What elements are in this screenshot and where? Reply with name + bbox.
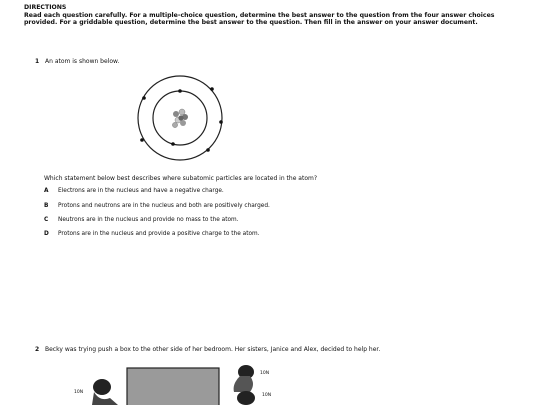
option-text: Protons are in the nucleus and provide a positive charge to the atom. — [58, 231, 260, 237]
directions-title: DIRECTIONS — [24, 4, 67, 11]
electron — [171, 142, 175, 146]
girl-right-figure — [234, 365, 255, 405]
question-1-prompt: An atom is shown below. — [45, 58, 120, 65]
nucleus — [172, 109, 188, 128]
option-letter: C — [44, 217, 49, 223]
question-2-prompt: Becky was trying push a box to the other side of her bedroom. Her sisters, Janice and Alex, decided to help her. — [45, 346, 381, 353]
answer-option-d[interactable] — [44, 231, 260, 237]
question-1-number: 1 — [35, 58, 40, 65]
option-text: Protons and neutrons are in the nucleus and both are positively charged. — [58, 203, 270, 209]
question-2-number: 2 — [35, 346, 40, 353]
option-letter: D — [44, 231, 49, 237]
girl-left-figure — [92, 379, 118, 405]
answer-option-a[interactable] — [44, 188, 224, 194]
option-text: Neutrons are in the nucleus and provide no mass to the atom. — [58, 217, 239, 223]
electron — [142, 96, 146, 100]
question-1-text: Which statement below best describes where subatomic particles are located in the atom? — [44, 175, 318, 182]
option-letter: A — [44, 188, 49, 194]
atom-diagram — [132, 72, 228, 164]
option-letter: B — [44, 203, 49, 209]
force-label-left: 10N — [74, 390, 84, 395]
force-label-right-bottom: 10N — [262, 393, 272, 398]
electron — [140, 138, 144, 142]
directions — [24, 4, 524, 26]
electron — [206, 148, 210, 152]
electron — [178, 89, 182, 93]
electron — [219, 120, 223, 124]
option-text: Electrons are in the nucleus and have a negative charge. — [58, 188, 224, 194]
force-label-right-top: 10N — [260, 371, 270, 376]
answer-option-c[interactable] — [44, 217, 239, 223]
forces-diagram — [70, 362, 290, 405]
answer-option-b[interactable] — [44, 203, 270, 209]
electron — [210, 87, 214, 91]
box — [127, 368, 219, 405]
directions-text: Read each question carefully. For a multiple-choice question, determine the best answer to the question from the four answer choices provided. For a griddable question, determine the best answer to the question. Then fill in the answer on your answer document. — [24, 12, 495, 27]
